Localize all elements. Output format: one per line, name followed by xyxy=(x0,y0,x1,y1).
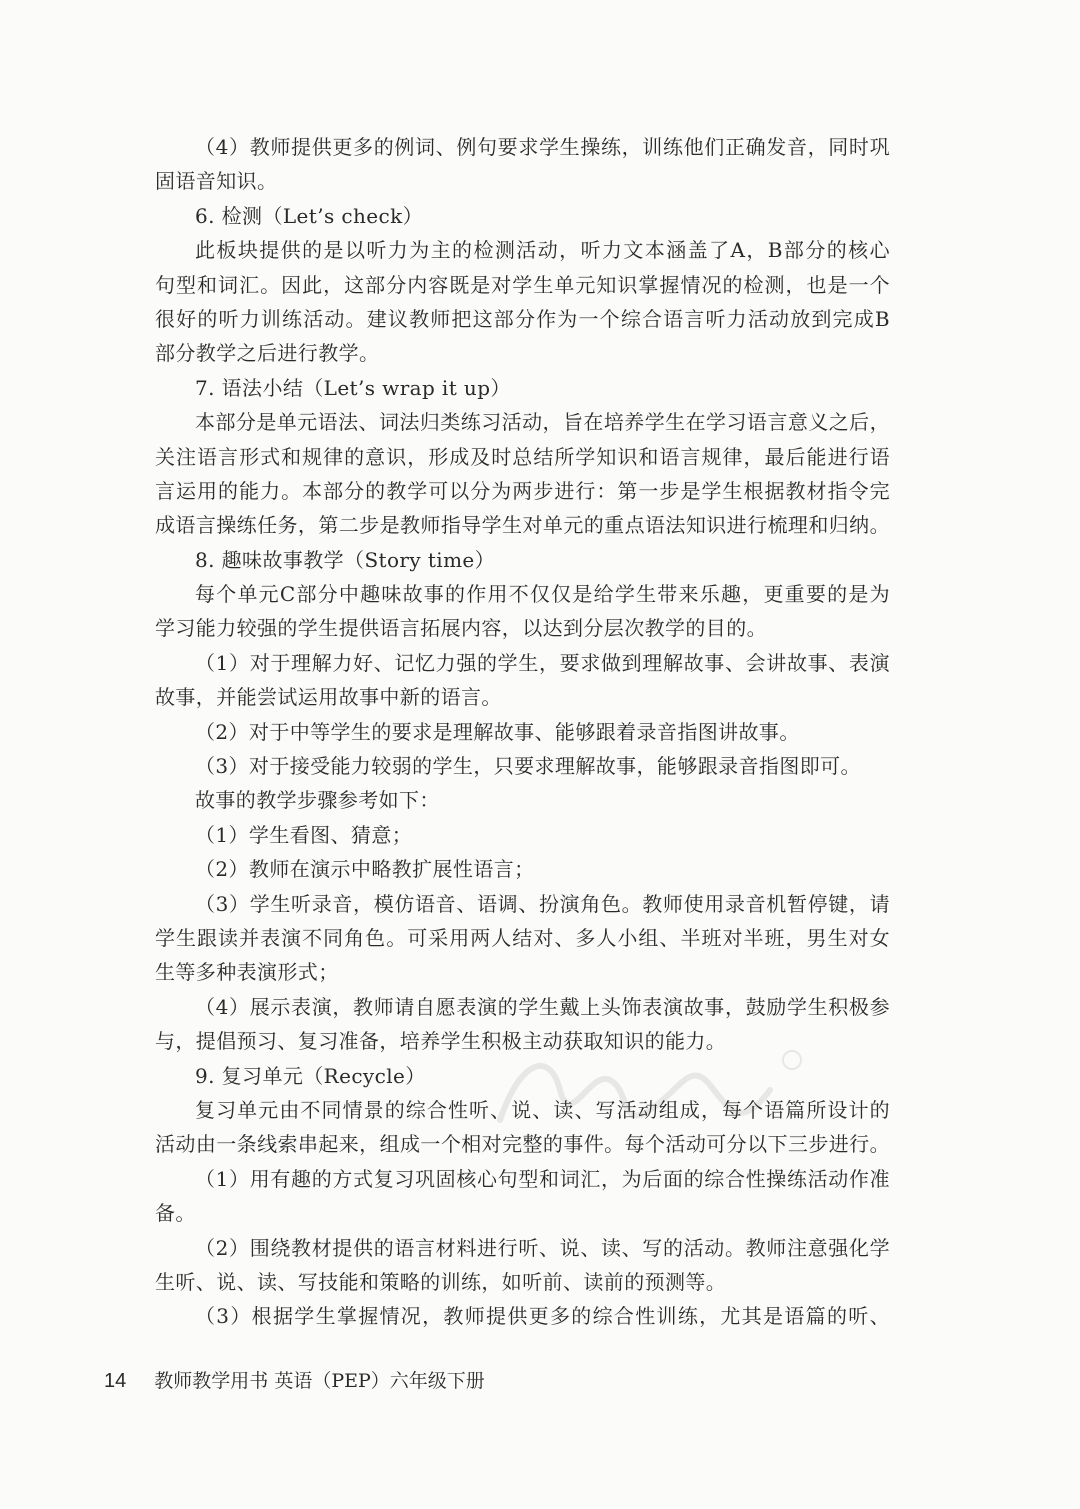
section-heading-line: 6. 检测（Let’s check） xyxy=(195,203,424,228)
text-line: 成语言操练任务，第二步是教师指导学生对单元的重点语法知识进行梳理和归纳。 xyxy=(155,513,890,538)
text-line: 关注语言形式和规律的意识，形成及时总结所学知识和语言规律，最后能进行语 xyxy=(155,444,890,469)
watermark-signature xyxy=(480,1030,810,1150)
section-heading-line: 9. 复习单元（Recycle） xyxy=(195,1063,426,1088)
text-line: （3）根据学生掌握情况，教师提供更多的综合性训练，尤其是语篇的听、 xyxy=(195,1304,890,1329)
text-line: （3）学生听录音，模仿语音、语调、扮演角色。教师使用录音机暂停键，请 xyxy=(195,891,890,916)
text-line: （2）围绕教材提供的语言材料进行听、说、读、写的活动。教师注意强化学 xyxy=(195,1235,890,1260)
text-line: （4）展示表演，教师请自愿表演的学生戴上头饰表演故事，鼓励学生积极参 xyxy=(195,994,890,1019)
text-line: 固语音知识。 xyxy=(155,169,278,194)
section-heading-line: （1）学生看图、猜意； xyxy=(195,822,413,847)
text-line: 生等多种表演形式； xyxy=(155,960,339,985)
text-line: 备。 xyxy=(155,1201,196,1226)
page-number: 14 xyxy=(104,1370,127,1392)
section-heading-line: （2）对于中等学生的要求是理解故事、能够跟着录音指图讲故事。 xyxy=(195,719,800,744)
page-footer xyxy=(104,1366,485,1393)
text-line: 生听、说、读、写技能和策略的训练，如听前、读前的预测等。 xyxy=(155,1269,727,1294)
text-line: （1）用有趣的方式复习巩固核心句型和词汇，为后面的综合性操练活动作准 xyxy=(195,1166,890,1191)
text-line: 言运用的能力。本部分的教学可以分为两步进行：第一步是学生根据教材指令完 xyxy=(155,478,890,503)
book-title: 教师教学用书 英语（PEP）六年级下册 xyxy=(154,1370,485,1392)
text-line: 此板块提供的是以听力为主的检测活动，听力文本涵盖了A，B部分的核心 xyxy=(195,238,890,263)
text-line: 学生跟读并表演不同角色。可采用两人结对、多人小组、半班对半班，男生对女 xyxy=(155,925,890,950)
section-heading-line: 8. 趣味故事教学（Story time） xyxy=(195,547,496,572)
section-heading-line: （3）对于接受能力较弱的学生，只要求理解故事，能够跟录音指图即可。 xyxy=(195,754,861,779)
text-line: 学习能力较强的学生提供语言拓展内容，以达到分层次教学的目的。 xyxy=(155,616,767,641)
text-line: 很好的听力训练活动。建议教师把这部分作为一个综合语言听力活动放到完成B xyxy=(155,306,890,331)
text-line: 故事，并能尝试运用故事中新的语言。 xyxy=(155,685,502,710)
text-line: （4）教师提供更多的例词、例句要求学生操练，训练他们正确发音，同时巩 xyxy=(195,135,890,159)
text-line: 句型和词汇。因此，这部分内容既是对学生单元知识掌握情况的检测，也是一个 xyxy=(155,272,890,297)
section-heading-line: 7. 语法小结（Let’s wrap it up） xyxy=(195,375,511,400)
section-heading-line: （2）教师在演示中略教扩展性语言； xyxy=(195,857,535,882)
text-line: 部分教学之后进行教学。 xyxy=(155,341,380,366)
text-line: （1）对于理解力好、记忆力强的学生，要求做到理解故事、会讲故事、表演 xyxy=(195,650,890,675)
text-line: 复习单元由不同情景的综合性听、说、读、写活动组成，每个语篇所设计的 xyxy=(195,1097,890,1122)
body-text xyxy=(155,130,890,1334)
text-line: 本部分是单元语法、词法归类练习活动，旨在培养学生在学习语言意义之后， xyxy=(195,410,890,435)
text-line: 每个单元C部分中趣味故事的作用不仅仅是给学生带来乐趣，更重要的是为 xyxy=(195,582,890,607)
section-heading-line: 故事的教学步骤参考如下： xyxy=(195,788,440,813)
text-line: 活动由一条线索串起来，组成一个相对完整的事件。每个活动可分以下三步进行。 xyxy=(155,1132,890,1157)
text-line: 与，提倡预习、复习准备，培养学生积极主动获取知识的能力。 xyxy=(155,1029,727,1054)
